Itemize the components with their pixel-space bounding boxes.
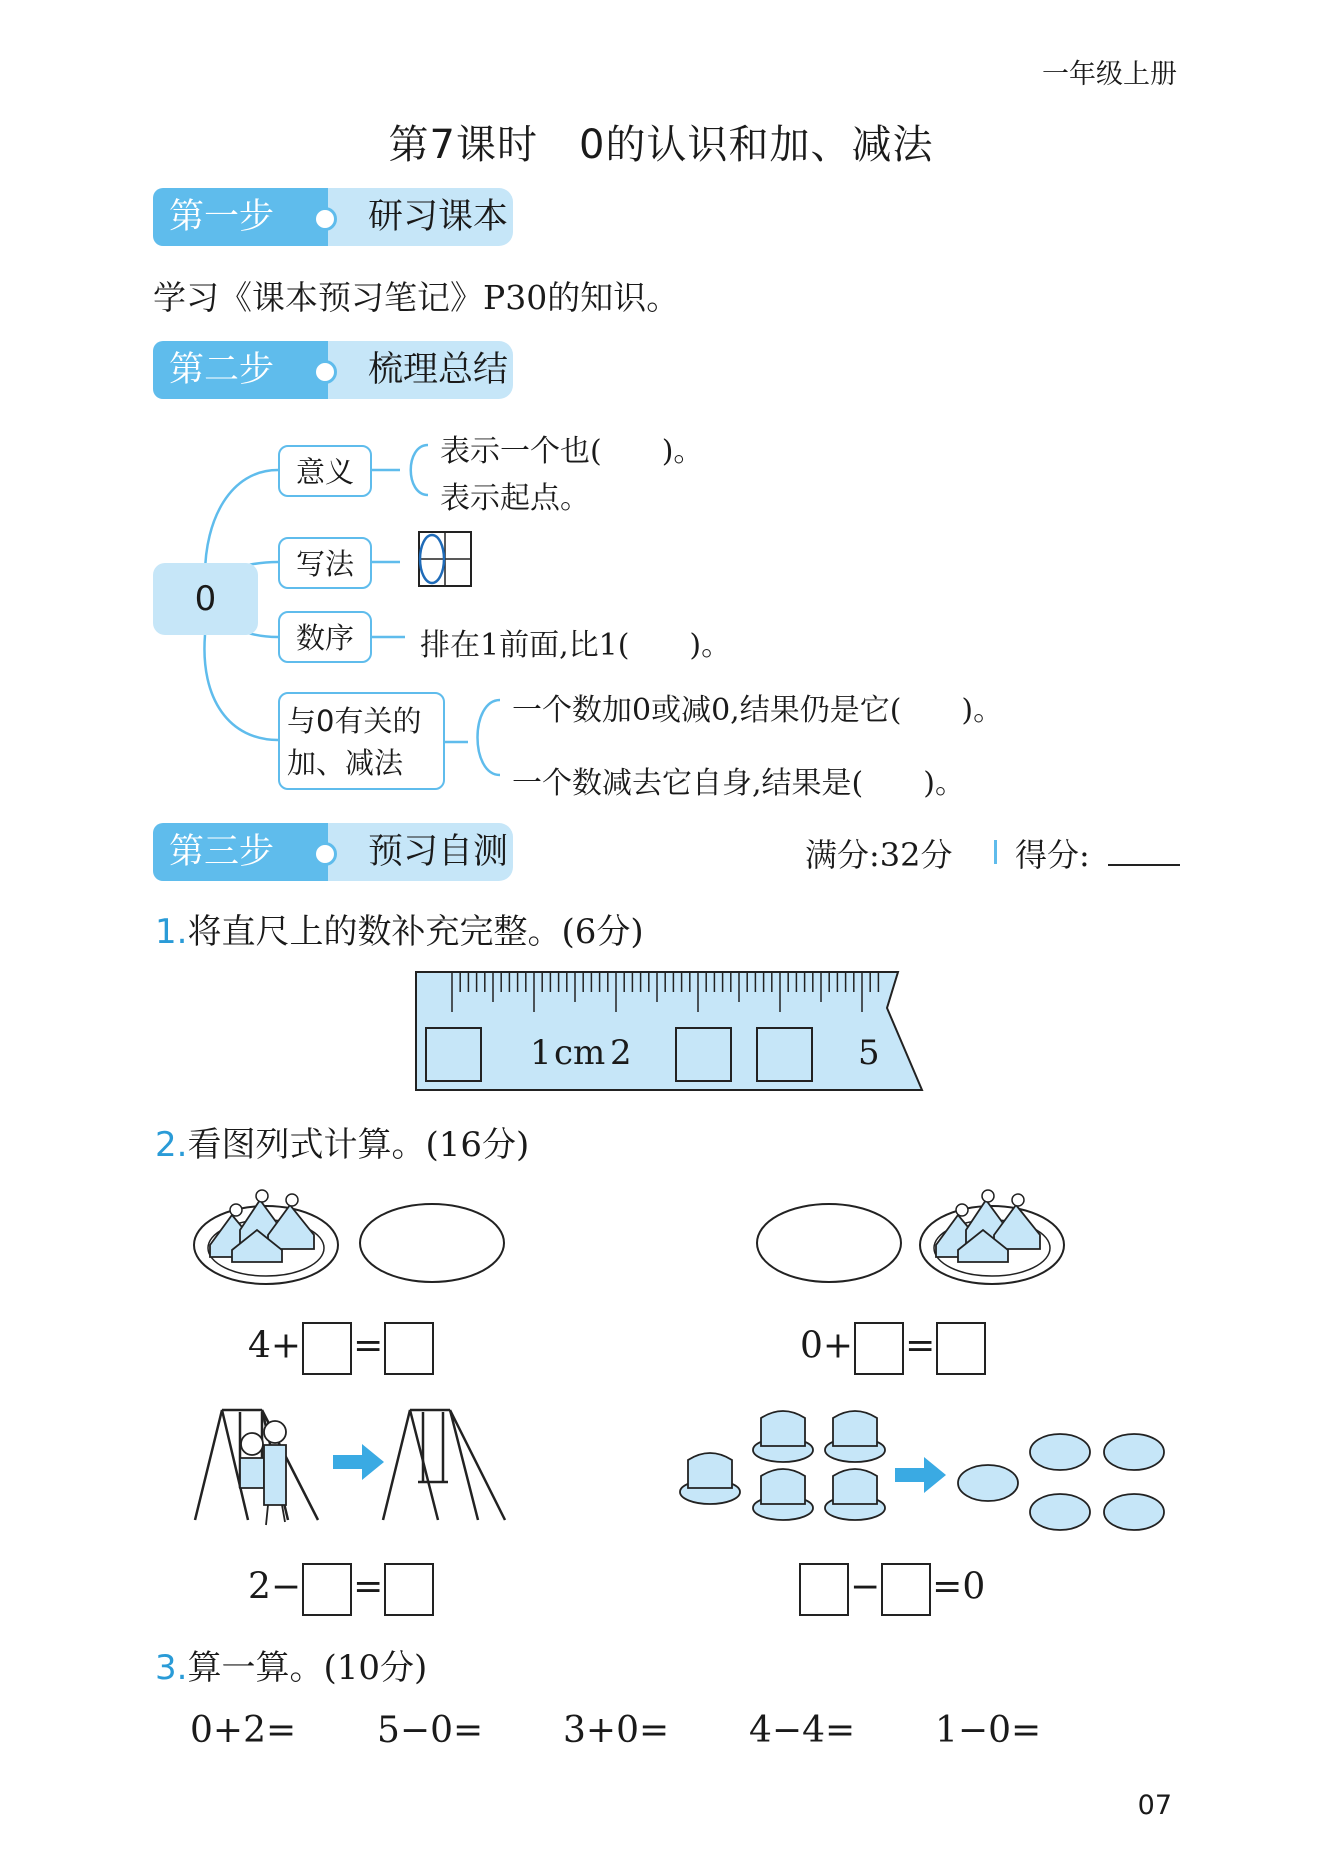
- equation-text: =0: [932, 1566, 986, 1608]
- answer-box[interactable]: [302, 1563, 352, 1616]
- equation-a: 4+ =: [248, 1322, 435, 1375]
- question-text: 算一算。(10分): [187, 1648, 428, 1688]
- equation-text: 4+: [248, 1325, 302, 1367]
- grade-label: 一年级上册: [1042, 59, 1177, 90]
- equation-text: 0+: [800, 1325, 854, 1367]
- empty-plate-icon: [360, 1204, 504, 1282]
- ruler-label-2: 2: [610, 1033, 632, 1073]
- step-title: 梳理总结: [328, 341, 513, 399]
- step-title: 研习课本: [328, 188, 513, 246]
- page-number: 07: [1137, 1790, 1172, 1821]
- step-title: 预习自测: [328, 823, 513, 881]
- answer-box[interactable]: [936, 1322, 986, 1375]
- mindmap-node-order: 数序: [278, 611, 372, 663]
- order-text: 排在1前面,比1( )。: [420, 628, 732, 663]
- question-3: [155, 1640, 427, 1689]
- score-full: 满分:32分: [805, 836, 953, 874]
- plate-with-cakes-icon: [194, 1190, 338, 1284]
- question-text: 看图列式计算。(16分): [187, 1125, 530, 1165]
- empty-plate-icon: [757, 1204, 901, 1282]
- calc-item: 0+2=: [190, 1710, 297, 1751]
- question-number: 1.: [155, 912, 188, 952]
- ops-item: 一个数加0或减0,结果仍是它( )。: [512, 693, 1004, 728]
- calc-item: 3+0=: [563, 1710, 670, 1751]
- node-line: 加、减法: [287, 746, 404, 780]
- question-number: 3.: [155, 1648, 188, 1688]
- ruler-unit: cm: [554, 1033, 606, 1073]
- answer-box[interactable]: [881, 1563, 931, 1616]
- ops-item: 一个数减去它自身,结果是( )。: [512, 766, 965, 801]
- answer-box[interactable]: [854, 1322, 904, 1375]
- empty-swing-icon: [383, 1410, 505, 1520]
- equation-text: 2−: [248, 1566, 302, 1608]
- step-label: 第三步: [153, 823, 328, 881]
- answer-box[interactable]: [384, 1563, 434, 1616]
- equation-b: 0+ =: [800, 1322, 987, 1375]
- mindmap-node-writing: 写法: [278, 537, 372, 589]
- equation-c: 2− =: [248, 1563, 435, 1616]
- arrow-right-icon: [333, 1444, 384, 1480]
- cakes-on-plates-icon: [680, 1411, 885, 1520]
- meaning-item: 表示一个也( )。: [440, 434, 704, 469]
- step-label: 第一步: [153, 188, 328, 246]
- mindmap-node-meaning: 意义: [278, 445, 372, 497]
- question-number: 2.: [155, 1125, 188, 1165]
- calc-item: 4−4=: [749, 1710, 856, 1751]
- calc-item: 1−0=: [935, 1710, 1042, 1751]
- equation-d: − =0: [798, 1563, 985, 1616]
- step1-instruction: 学习《课本预习笔记》P30的知识。: [153, 278, 680, 317]
- node-line: 与0有关的: [287, 704, 422, 738]
- calc-item: 5−0=: [377, 1710, 484, 1751]
- arrow-right-icon: [895, 1457, 946, 1493]
- answer-box[interactable]: [799, 1563, 849, 1616]
- ruler-label-5: 5: [858, 1033, 880, 1073]
- answer-box[interactable]: [302, 1322, 352, 1375]
- mindmap-root: 0: [153, 563, 258, 635]
- lesson-title: 第7课时 0的认识和加、减法: [388, 122, 934, 168]
- meaning-item: 表示起点。: [440, 481, 590, 516]
- question-text: 将直尺上的数补充完整。(6分): [187, 912, 644, 952]
- score-got: 得分:: [1015, 836, 1090, 874]
- ruler-label-1: 1: [530, 1033, 552, 1073]
- plate-with-cakes-icon: [920, 1190, 1064, 1284]
- answer-box[interactable]: [384, 1322, 434, 1375]
- empty-plates-icon: [958, 1434, 1164, 1530]
- step-label: 第二步: [153, 341, 328, 399]
